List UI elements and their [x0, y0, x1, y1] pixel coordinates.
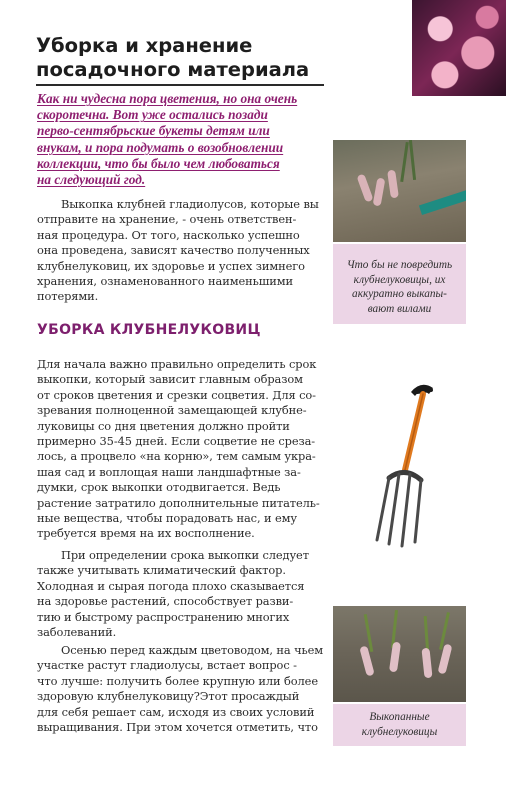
- caption-line: клубнелуковицы: [361, 725, 438, 738]
- title-line-2: посадочного материала: [36, 58, 310, 81]
- intro-text: [37, 91, 323, 188]
- text-line: Осенью перед каждым цветоводом, на чьем: [61, 643, 324, 657]
- caption-line: Что бы не повредить: [346, 259, 453, 271]
- text-line: для себя решает сам, исходя из своих условий: [37, 704, 315, 719]
- text-line: Для начала важно правильно определить срок: [37, 357, 317, 371]
- paragraph-2: [37, 357, 323, 542]
- text-line: зревания полноценной замещающей клубне-: [37, 403, 307, 418]
- caption-line: вают вилами: [367, 302, 432, 315]
- text-line: участке растут гладиолусы, встает вопрос -: [37, 658, 297, 673]
- intro-line: на следующий год.: [37, 172, 146, 188]
- text-line: хранения, ознаменованного наименьшими: [37, 274, 293, 289]
- text-line: Холодная и сырая погода плохо сказывается: [37, 578, 305, 593]
- digging-bulbs-photo: [333, 140, 466, 242]
- text-line: заболеваний.: [37, 625, 117, 640]
- article-title: [36, 34, 336, 82]
- text-line: выкопки, который зависит главным образом: [37, 372, 303, 387]
- intro-line: коллекции, что бы было чем любоваться: [37, 155, 280, 171]
- text-line: на здоровье растений, способствует разви-: [37, 594, 294, 609]
- text-line: потерями.: [37, 289, 99, 304]
- text-line: растение затратило дополнительные питатель-: [37, 495, 320, 510]
- text-line: выращивания. При этом хочется отметить, что: [37, 720, 318, 735]
- intro-line: Как ни чудесна пора цветения, но она очень: [37, 91, 298, 106]
- text-line: она проведена, зависят качество полученных: [37, 243, 310, 258]
- text-line: При определении срока выкопки следует: [61, 548, 309, 562]
- text-line: здоровую клубнелуковицу?Этот просаждый: [37, 689, 300, 704]
- paragraph-4: [37, 643, 323, 735]
- caption-digging: [333, 244, 466, 324]
- text-line: шая сад и воплощая наши ландшафтные за-: [37, 464, 301, 479]
- intro-line: перво-сентябрьские букеты детям или: [37, 123, 270, 139]
- paragraph-3: [37, 548, 323, 640]
- intro-line: внукам, и пора подумать о возобновлении: [37, 139, 284, 155]
- text-line: примерно 35-45 дней. Если соцветие не среза-: [37, 434, 316, 449]
- text-line: от сроков цветения и срезки соцветия. Для со-: [37, 387, 316, 402]
- text-line: что лучше: получить более крупную или более: [37, 673, 318, 688]
- caption-line: клубнелуковицы, их: [353, 273, 446, 286]
- title-underline: [36, 84, 324, 86]
- paragraph-1: [37, 197, 323, 305]
- gladiolus-flower-photo: [412, 0, 506, 96]
- text-line: лось, а процвело «на корню», тем самым укра-: [37, 449, 316, 464]
- text-line: ная процедура. От того, насколько успешно: [37, 227, 300, 242]
- intro-line: скоротечна. Вот уже остались позади: [37, 107, 268, 123]
- caption-dug-bulbs: [333, 704, 466, 746]
- title-line-1: Уборка и хранение: [36, 34, 253, 57]
- text-line: требуется время на их восполнение.: [37, 526, 255, 541]
- section-heading: УБОРКА КЛУБНЕЛУКОВИЦ: [37, 322, 261, 338]
- pitchfork-illustration: [359, 378, 449, 550]
- caption-line: аккуратно выкапы-: [352, 288, 447, 300]
- text-line: ные вещества, чтобы порадовать нас, и ему: [37, 511, 298, 526]
- text-line: луковицы со дня цветения должно пройти: [37, 418, 290, 433]
- text-line: клубнелуковиц, их здоровье и успех зимнего: [37, 258, 305, 273]
- text-line: отправите на хранение, - очень ответствен-: [37, 212, 297, 227]
- text-line: Выкопка клубней гладиолусов, которые вы: [61, 197, 319, 211]
- caption-line: Выкопанные: [369, 711, 430, 723]
- text-line: тию и быстрому распространению многих: [37, 609, 290, 624]
- text-line: также учитывать климатический фактор.: [37, 563, 286, 578]
- dug-bulbs-photo: [333, 606, 466, 702]
- text-line: думки, срок выкопки отодвигается. Ведь: [37, 480, 281, 495]
